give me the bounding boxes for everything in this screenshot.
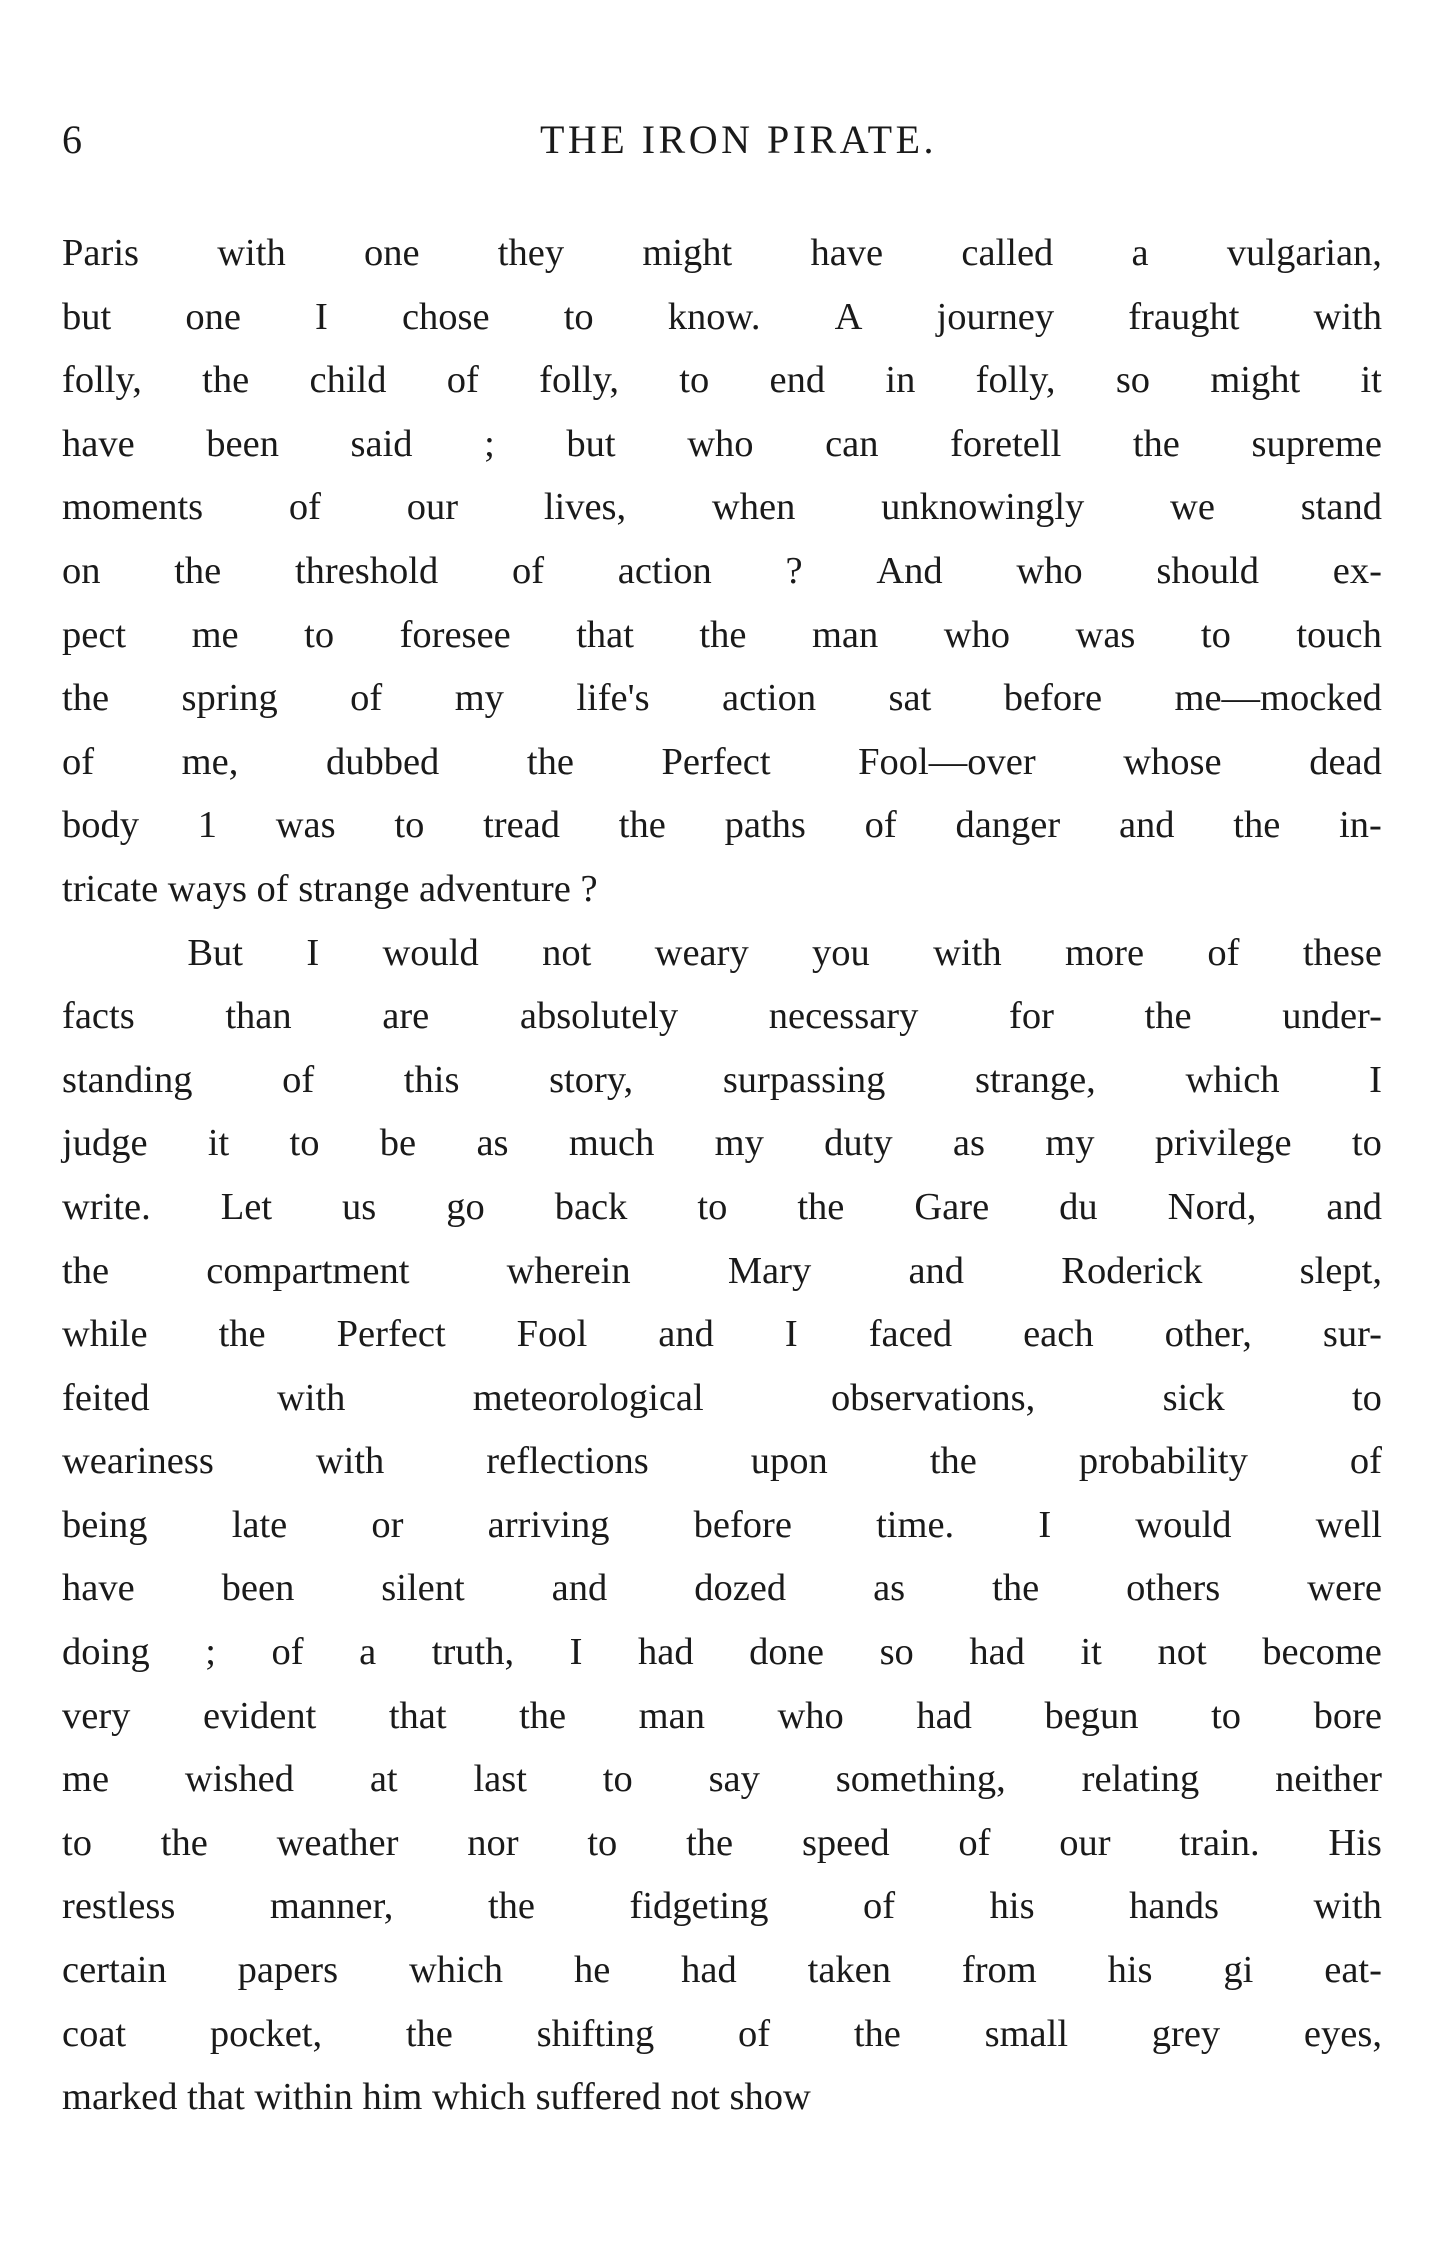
text-line: But I would not weary you with more of these bbox=[187, 931, 1382, 974]
page-number: 6 bbox=[62, 117, 83, 162]
text-line: have been said ; but who can foretell the supreme bbox=[62, 422, 1382, 465]
text-line: but one I chose to know. A journey fraught with bbox=[62, 295, 1382, 338]
text-line: write. Let us go back to the Gare du Nord, and bbox=[62, 1185, 1382, 1228]
text-line: restless manner, the fidgeting of his hands with bbox=[62, 1885, 1382, 1928]
text-line: judge it to be as much my duty as my privilege to bbox=[62, 1122, 1382, 1165]
text-line: doing ; of a truth, I had done so had it not become bbox=[62, 1631, 1382, 1674]
paragraph bbox=[62, 922, 1382, 2130]
paragraph bbox=[62, 222, 1382, 922]
text-line: very evident that the man who had begun to bore bbox=[62, 1694, 1382, 1737]
text-line: me wished at last to say something, relating neither bbox=[62, 1758, 1382, 1801]
running-title: THE IRON PIRATE. bbox=[539, 117, 938, 162]
text-line: being late or arriving before time. I would well bbox=[62, 1503, 1382, 1546]
page-body bbox=[62, 222, 1382, 2130]
text-line: tricate ways of strange adventure ? bbox=[62, 867, 598, 910]
text-line: folly, the child of folly, to end in folly, so might it bbox=[62, 359, 1382, 402]
text-line: moments of our lives, when unknowingly we stand bbox=[62, 486, 1382, 529]
text-line: on the threshold of action ? And who should ex- bbox=[62, 549, 1382, 592]
page-header bbox=[62, 117, 1385, 180]
text-line: coat pocket, the shifting of the small grey eyes, bbox=[62, 2012, 1382, 2055]
text-line: marked that within him which suffered not show bbox=[62, 2076, 811, 2119]
text-line: Paris with one they might have called a vulgarian, bbox=[62, 232, 1382, 274]
text-line: to the weather nor to the speed of our train. His bbox=[62, 1821, 1382, 1864]
text-line: certain papers which he had taken from his gi eat- bbox=[62, 1949, 1382, 1992]
text-line: weariness with reflections upon the probability of bbox=[62, 1440, 1382, 1483]
text-line: standing of this story, surpassing strange, which I bbox=[62, 1058, 1382, 1101]
text-line: facts than are absolutely necessary for the under- bbox=[62, 995, 1382, 1038]
text-line: the compartment wherein Mary and Roderick slept, bbox=[62, 1249, 1382, 1292]
text-line: feited with meteorological observations, sick to bbox=[62, 1376, 1382, 1419]
text-line: body 1 was to tread the paths of danger and the in- bbox=[62, 804, 1382, 847]
text-line: while the Perfect Fool and I faced each other, sur- bbox=[62, 1313, 1382, 1356]
text-line: have been silent and dozed as the others were bbox=[62, 1567, 1382, 1610]
text-line: pect me to foresee that the man who was to touch bbox=[62, 613, 1382, 656]
text-line: of me, dubbed the Perfect Fool—over whose dead bbox=[62, 740, 1382, 783]
text-line: the spring of my life's action sat before me—mocked bbox=[62, 677, 1382, 720]
